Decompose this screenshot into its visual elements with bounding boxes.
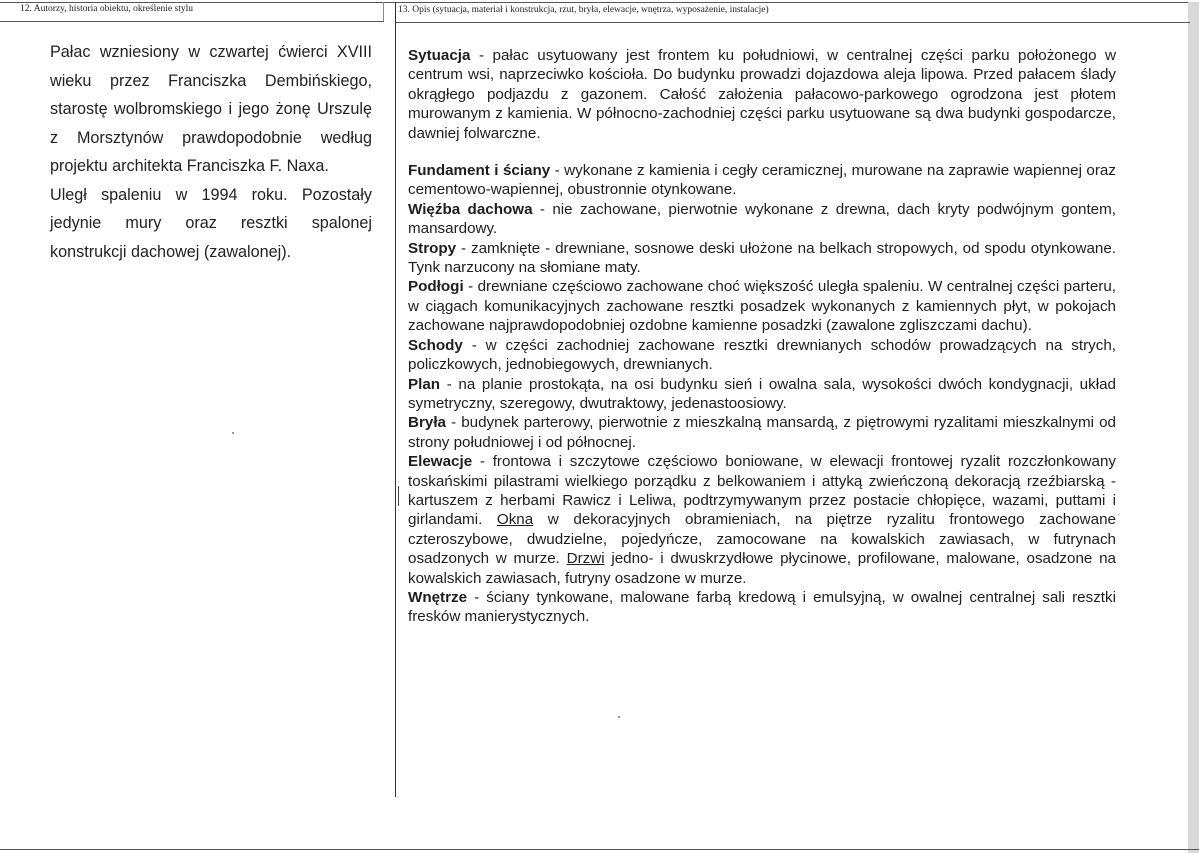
plan-paragraph xyxy=(408,375,1116,414)
doors-label: Drzwi xyxy=(566,550,605,568)
stairs-text: - w części zachodniej zachowane resztki drewnianych schodów prowadzących na strych, policzkowych, jednobiegowych, drewnianych. xyxy=(408,336,1116,374)
header-divider xyxy=(383,2,384,22)
massing-paragraph xyxy=(408,413,1116,452)
scan-speck xyxy=(232,432,234,434)
foundation-paragraph xyxy=(408,161,1116,200)
floors-paragraph xyxy=(408,277,1116,335)
foundation-text: - wykonane z kamienia i cegły ceramicznej, murowane na zaprawie wapiennej oraz cementowo-wapiennej, obustronnie otynkowane. xyxy=(408,162,1116,199)
windows-label: Okna xyxy=(496,511,534,529)
interior-label: Wnętrze xyxy=(408,588,468,606)
section-13-header: 13. Opis (sytuacja, materiał i konstrukcja, rzut, bryła, elewacje, wnętrza, wyposażenie, instalacje) xyxy=(398,5,769,15)
section-12-header: 12. Autorzy, historia obiektu, określenie stylu xyxy=(20,4,193,14)
massing-label: Bryła xyxy=(408,414,446,432)
roof-truss-paragraph xyxy=(408,200,1116,239)
ceilings-paragraph xyxy=(408,239,1116,278)
margin-mark xyxy=(398,486,402,506)
bottom-rule xyxy=(0,849,1199,850)
massing-text: - budynek parterowy, pierwotnie z mieszkalną mansardą, z piętrowymi ryzalitami mieszkalnymi od strony południowej i od północnej. xyxy=(408,414,1116,451)
facades-text: - frontowa i szczytowe częściowo boniowane, w elewacji frontowej ryzalit rozczłonkowany toskańskimi pilastrami wielkiego porządku z belkowaniem i attyką zwieńczoną dekoracją rzeźbiarską - kartuszem z herbami Rawicz i Leliwa, podtrzymywanym przez postacie chłopięce, wazami, puttami i girlandami. xyxy=(408,453,1116,529)
column-divider xyxy=(395,2,396,797)
stairs-paragraph xyxy=(408,336,1116,375)
interior-text: - ściany tynkowane, malowane farbą kredową i emulsyjną, w owalnej centralnej sali resztki fresków manierystycznych. xyxy=(408,588,1116,626)
history-column xyxy=(50,38,372,266)
roof-truss-text: - nie zachowane, pierwotnie wykonane z drewna, dach kryty podwójnym gontem, mansardowy. xyxy=(408,200,1116,238)
ceilings-text: - zamknięte - drewniane, sosnowe deski ułożone na belkach stropowych, od spodu otynkowane. Tynk narzucony na słomiane maty. xyxy=(408,239,1116,277)
floors-label: Podłogi xyxy=(408,278,464,296)
situation-label: Sytuacja xyxy=(408,47,471,64)
top-rule xyxy=(0,2,1199,3)
ceilings-label: Stropy xyxy=(408,239,457,257)
interior-paragraph xyxy=(408,588,1116,627)
foundation-label: Fundament i ściany xyxy=(408,162,551,180)
description-column xyxy=(408,46,1116,627)
doors-text: jedno- i dwuskrzydłowe płycinowe, profilowane, malowane, osadzone na kowalskich zawiasach, futryny osadzone w murze. xyxy=(408,550,1116,587)
situation-paragraph xyxy=(408,46,1116,143)
roof-truss-label: Więźba dachowa xyxy=(408,200,533,218)
history-paragraph: Pałac wzniesiony w czwartej ćwierci XVIII wieku przez Franciszka Dembińskiego, starostę wolbromskiego i jego żonę Urszulę z Morsztynów prawdopodobnie według projektu architekta Franciszka F. Naxa. xyxy=(50,43,372,175)
header-underline-left xyxy=(0,21,384,22)
facades-label: Elewacje xyxy=(408,453,473,471)
history-paragraph-fire: Uległ spaleniu w 1994 roku. Pozostały jedynie mury oraz resztki spalonej konstrukcji dachowej (zawalonej). xyxy=(50,185,372,261)
floors-text: - drewniane częściowo zachowane choć większość uległa spaleniu. W centralnej części parteru, w ciągach komunikacyjnych zachowane resztki posadzek wykonanych z kamiennych płyt, w pokojach zachowane najprawdopodobniej ozdobne kamienne posadzki (zawalone zgliszczami dachu). xyxy=(408,278,1116,335)
plan-text: - na planie prostokąta, na osi budynku sień i owalna sala, wysokości dwóch kondygnacji, układ symetryczny, szeregowy, dwutraktowy, jedenastoosiowy. xyxy=(408,375,1116,412)
facades-paragraph xyxy=(408,452,1116,588)
situation-text: - pałac usytuowany jest frontem ku południowi, w centralnej części parku położonego w centrum wsi, naprzeciwko kościoła. Do budynku prowadzi dojazdowa aleja lipowa. Przed pałacem ślady okrągłego podjazdu z gazonem. Całość założenia pałacowo-parkowego ogrodzona jest płotem murowanym z kamienia. W północno-zachodniej części parku usytuowane są dwa budynki gospodarcze, dawniej folwarczne. xyxy=(408,47,1116,142)
windows-text: w dekoracyjnych obramieniach, na piętrze ryzalitu frontowego zachowane czteroszybowe, dwudzielne, pojedyńcze, zamocowane na kowalskich zawiasach, w futrynach osadzonych w murze. xyxy=(408,511,1116,568)
scan-edge xyxy=(1188,2,1199,853)
stairs-label: Schody xyxy=(408,336,463,354)
plan-label: Plan xyxy=(408,375,441,393)
scan-speck xyxy=(618,716,620,718)
header-underline-right xyxy=(396,22,1190,23)
